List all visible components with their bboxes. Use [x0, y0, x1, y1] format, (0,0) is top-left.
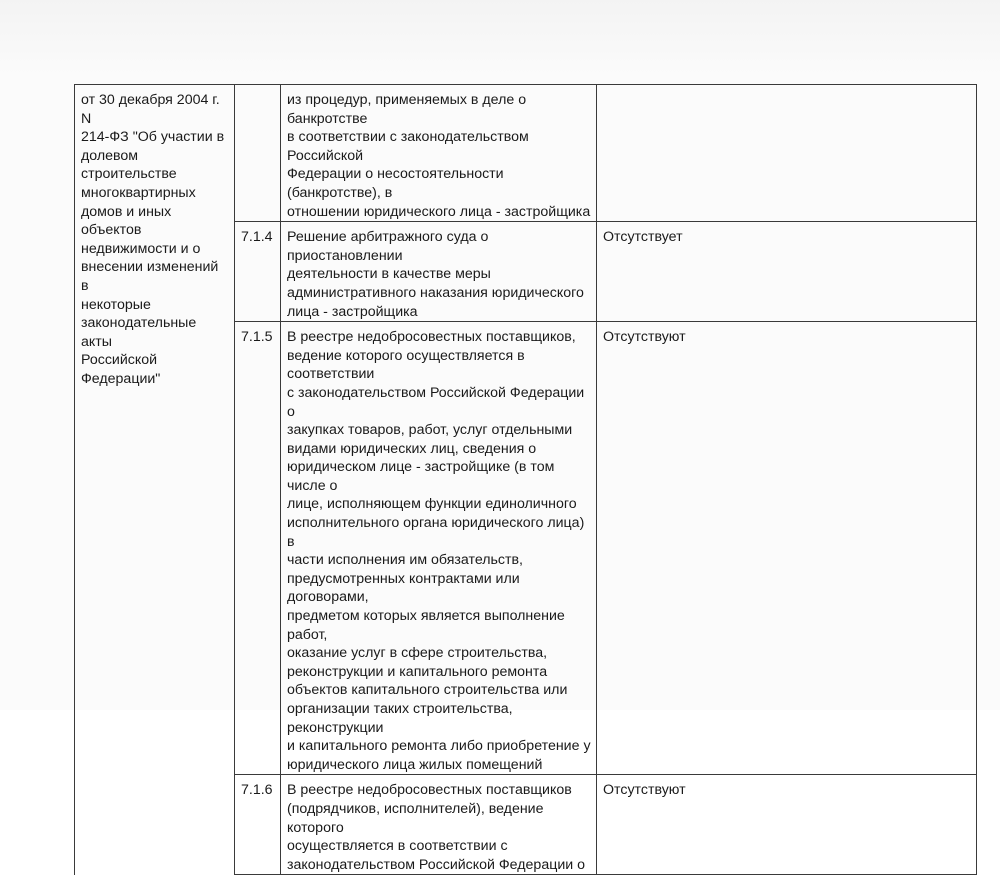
row-value-cell	[597, 775, 977, 875]
row-number-cell	[235, 222, 281, 322]
row-description: В реестре недобросовестных поставщиков (подрядчиков, исполнителей), ведение которого осуществляется в соответствии с законодательством Российской Федерации о	[287, 782, 586, 873]
row-value-cell	[597, 222, 977, 322]
row-value: Отсутствует	[603, 229, 683, 246]
row-number: 7.1.5	[241, 329, 273, 346]
row-number-cell	[235, 85, 281, 222]
row-value: Отсутствуют	[603, 782, 686, 799]
row-description: В реестре недобросовестных поставщиков, ведение которого осуществляется в соответствии с законодательством Российской Федерации о закупках товаров, работ, услуг отдельными видами юридических лиц, сведения о юридическом лице - застройщике (в том числе о лице, исполняющем функции единоличного исполнительного органа юридического лица) в части исполнения им обязательств, предусмотренных контрактами или договорами, предметом которых является выполнение работ, оказание услуг в сфере строительства, реконструкции и капитального ремонта объектов капитального строительства или организации таких строительства, реконструкции и капитального ремонта либо приобретение у юридического лица жилых помещений	[287, 329, 591, 773]
row-number: 7.1.6	[241, 782, 273, 799]
row-description: Решение арбитражного суда о приостановлении деятельности в качестве меры административного наказания юридического лица - застройщика	[287, 229, 584, 320]
row-description-cell	[281, 222, 597, 322]
row-value-cell	[597, 322, 977, 775]
row-description: из процедур, применяемых в деле о банкротстве в соответствии с законодательством Российской Федерации о несостоятельности (банкротстве), в отношении юридического лица - застройщика	[287, 92, 591, 220]
row-description-cell	[281, 322, 597, 775]
table-row	[75, 85, 977, 222]
row-number-cell	[235, 775, 281, 875]
disclosure-table	[74, 84, 977, 875]
row-value: Отсутствуют	[603, 329, 686, 346]
row-number-cell	[235, 322, 281, 775]
row-number: 7.1.4	[241, 229, 273, 246]
row-value-cell	[597, 85, 977, 222]
law-reference-text: от 30 декабря 2004 г. N 214-ФЗ "Об участии в долевом строительстве многоквартирных домов и иных объектов недвижимости и о внесении изменений в некоторые законодательные акты Российской Федерации"	[81, 92, 225, 387]
law-reference-cell	[75, 85, 235, 875]
scan-shade	[0, 0, 1000, 75]
row-description-cell	[281, 85, 597, 222]
row-description-cell	[281, 775, 597, 875]
